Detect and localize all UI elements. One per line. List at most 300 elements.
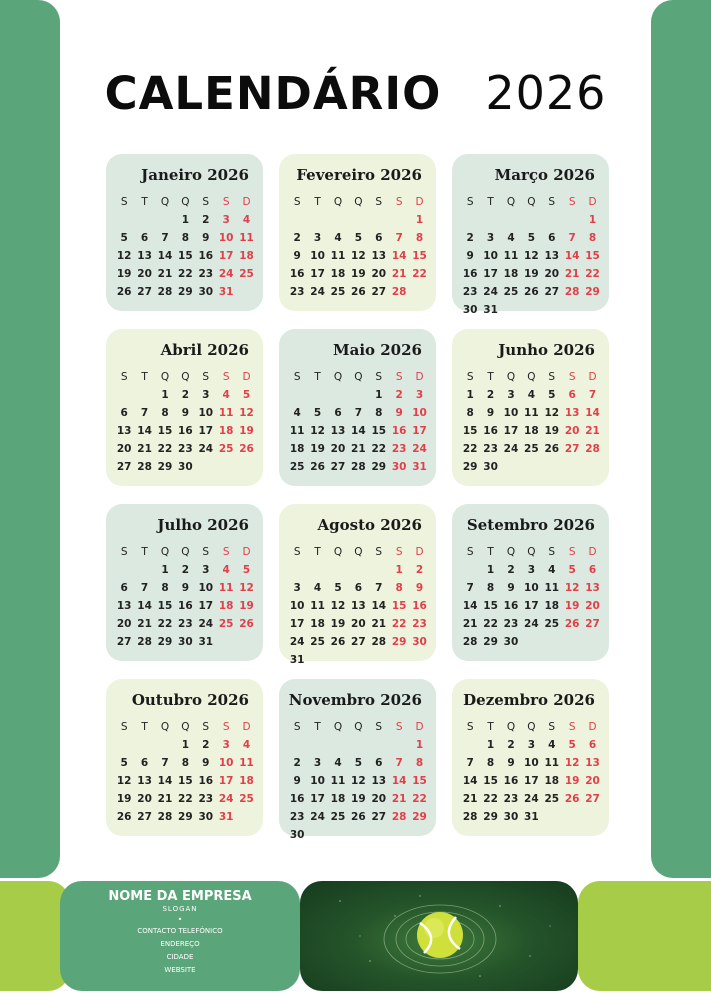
month-card	[279, 679, 436, 841]
day-cell: 23	[503, 618, 519, 630]
day-cell: 29	[585, 286, 600, 298]
day-grid	[460, 193, 603, 319]
day-cell: 23	[289, 286, 305, 298]
day-cell: 15	[412, 775, 427, 787]
day-cell: 24	[218, 268, 234, 280]
day-cell: 17	[483, 268, 498, 280]
month-title: Junho 2026	[498, 341, 595, 359]
day-cell: 17	[310, 793, 325, 805]
day-cell: 12	[564, 582, 580, 594]
day-cell: 15	[462, 425, 478, 437]
day-cell: 19	[351, 268, 366, 280]
day-cell: 20	[564, 425, 580, 437]
empty-day-cell	[328, 736, 348, 754]
day-cell: 27	[137, 811, 152, 823]
day-cell: 4	[293, 407, 301, 419]
day-cell: 2	[181, 564, 190, 576]
weekday-header: Q	[160, 721, 170, 733]
left-green-bar	[0, 0, 60, 878]
day-cell: 10	[198, 407, 214, 419]
day-cell: 4	[527, 389, 536, 401]
calendar-title	[0, 66, 711, 120]
day-cell: 30	[198, 811, 214, 823]
day-cell: 20	[351, 618, 366, 630]
day-cell: 14	[137, 425, 152, 437]
empty-day-cell	[287, 211, 307, 229]
day-cell: 10	[503, 407, 519, 419]
day-cell: 6	[375, 232, 383, 244]
day-cell: 22	[371, 443, 387, 455]
day-cell: 9	[507, 757, 515, 769]
month-title: Julho 2026	[157, 516, 249, 534]
day-cell: 26	[239, 618, 254, 630]
day-cell: 31	[218, 811, 234, 823]
weekday-header: T	[487, 196, 494, 208]
day-cell: 7	[375, 582, 383, 594]
day-cell: 29	[157, 461, 173, 473]
month-card	[279, 504, 436, 666]
weekday-header: S	[375, 721, 383, 733]
weekday-header: S	[222, 721, 230, 733]
day-cell: 3	[202, 564, 210, 576]
day-cell: 5	[548, 389, 556, 401]
day-cell: 8	[466, 407, 474, 419]
day-cell: 18	[330, 268, 346, 280]
contact-phone: CONTACTO TELEFÓNICO	[137, 927, 223, 935]
company-box	[60, 881, 300, 991]
day-cell: 29	[462, 461, 478, 473]
weekday-header: Q	[354, 371, 363, 383]
weekday-header: Q	[527, 196, 536, 208]
day-cell: 25	[544, 793, 560, 805]
day-cell: 27	[137, 286, 152, 298]
weekday-header: S	[120, 196, 128, 208]
empty-day-cell	[389, 736, 409, 754]
day-cell: 27	[564, 443, 580, 455]
month-title: Maio 2026	[333, 341, 422, 359]
day-cell: 24	[198, 443, 214, 455]
weekday-header: S	[568, 546, 576, 558]
day-cell: 1	[181, 214, 190, 226]
day-cell: 16	[391, 425, 407, 437]
day-cell: 7	[140, 582, 149, 594]
day-cell: 6	[140, 757, 149, 769]
day-cell: 18	[239, 250, 254, 262]
day-cell: 12	[351, 250, 366, 262]
weekday-header: S	[293, 371, 301, 383]
day-cell: 19	[524, 268, 539, 280]
day-cell: 5	[334, 582, 342, 594]
weekday-header: Q	[333, 371, 343, 383]
day-cell: 13	[564, 407, 580, 419]
day-cell: 7	[140, 407, 149, 419]
day-cell: 27	[351, 636, 366, 648]
day-cell: 2	[202, 739, 210, 751]
month-card	[106, 329, 263, 486]
day-cell: 21	[391, 793, 407, 805]
day-cell: 13	[351, 600, 366, 612]
day-cell: 17	[524, 600, 539, 612]
day-cell: 9	[202, 757, 210, 769]
day-cell: 11	[330, 775, 346, 787]
day-cell: 25	[218, 618, 234, 630]
day-cell: 30	[391, 461, 407, 473]
day-cell: 19	[564, 775, 580, 787]
day-cell: 5	[354, 757, 363, 769]
day-cell: 6	[548, 232, 556, 244]
weekday-header: Q	[354, 546, 363, 558]
day-cell: 20	[330, 443, 346, 455]
title-year: 2026	[485, 66, 607, 120]
day-cell: 30	[412, 636, 427, 648]
weekday-header: D	[588, 196, 597, 208]
day-cell: 5	[527, 232, 536, 244]
month-title: Abril 2026	[160, 341, 249, 359]
day-cell: 28	[462, 636, 478, 648]
day-cell: 29	[178, 286, 193, 298]
weekday-header: S	[548, 546, 556, 558]
weekday-header: Q	[181, 546, 190, 558]
empty-day-cell	[287, 386, 307, 404]
weekday-header: S	[548, 721, 556, 733]
day-cell: 1	[181, 739, 190, 751]
footer-lime-right	[578, 881, 711, 991]
day-cell: 13	[116, 600, 132, 612]
weekday-header: S	[222, 196, 230, 208]
weekday-header: Q	[181, 196, 190, 208]
day-cell: 3	[202, 389, 210, 401]
weekday-header: Q	[506, 196, 516, 208]
day-cell: 24	[289, 636, 305, 648]
day-cell: 19	[330, 618, 346, 630]
day-cell: 22	[178, 268, 193, 280]
company-name: NOME DA EMPRESA	[108, 889, 252, 904]
day-cell: 31	[524, 811, 539, 823]
month-title: Setembro 2026	[466, 516, 595, 534]
day-grid	[114, 368, 257, 476]
day-cell: 20	[371, 268, 387, 280]
day-cell: 23	[391, 443, 407, 455]
day-cell: 6	[334, 407, 342, 419]
day-cell: 29	[178, 811, 193, 823]
day-cell: 21	[462, 618, 478, 630]
day-cell: 22	[157, 443, 173, 455]
weekday-header: S	[120, 371, 128, 383]
day-cell: 1	[161, 389, 169, 401]
day-cell: 4	[334, 757, 342, 769]
day-cell: 21	[351, 443, 366, 455]
weekday-header: Q	[333, 721, 343, 733]
day-cell: 2	[181, 389, 190, 401]
day-cell: 19	[239, 600, 254, 612]
day-cell: 26	[351, 286, 366, 298]
day-cell: 13	[371, 775, 387, 787]
day-cell: 25	[330, 811, 346, 823]
day-cell: 18	[310, 618, 325, 630]
day-cell: 4	[334, 232, 342, 244]
empty-day-cell	[155, 736, 175, 754]
day-cell: 21	[157, 268, 173, 280]
day-cell: 26	[524, 286, 539, 298]
weekday-header: Q	[506, 721, 516, 733]
day-cell: 12	[351, 775, 366, 787]
weekday-header: Q	[160, 546, 170, 558]
day-cell: 25	[544, 618, 560, 630]
weekday-header: S	[293, 546, 301, 558]
day-cell: 20	[544, 268, 560, 280]
day-cell: 30	[503, 636, 519, 648]
day-cell: 8	[588, 232, 597, 244]
weekday-header: T	[141, 371, 148, 383]
day-cell: 1	[415, 739, 424, 751]
month-title: Março 2026	[494, 166, 595, 184]
day-cell: 22	[157, 618, 173, 630]
empty-day-cell	[155, 211, 175, 229]
month-card	[452, 679, 609, 836]
day-cell: 12	[564, 757, 580, 769]
weekday-header: D	[242, 371, 251, 383]
day-cell: 17	[412, 425, 427, 437]
day-cell: 9	[181, 582, 190, 594]
day-cell: 19	[544, 425, 560, 437]
weekday-header: Q	[506, 546, 516, 558]
day-cell: 26	[116, 286, 132, 298]
month-title: Novembro 2026	[288, 691, 422, 709]
day-cell: 2	[415, 564, 424, 576]
day-cell: 28	[391, 286, 407, 298]
day-cell: 3	[293, 582, 301, 594]
empty-day-cell	[328, 386, 348, 404]
weekday-header: D	[588, 546, 597, 558]
day-cell: 8	[181, 757, 190, 769]
day-cell: 22	[462, 443, 478, 455]
empty-day-cell	[521, 211, 541, 229]
day-cell: 5	[120, 232, 128, 244]
day-cell: 12	[544, 407, 560, 419]
day-cell: 16	[412, 600, 427, 612]
day-cell: 14	[462, 775, 478, 787]
empty-day-cell	[369, 736, 389, 754]
weekday-header: Q	[333, 546, 343, 558]
day-cell: 30	[198, 286, 214, 298]
day-cell: 7	[161, 757, 169, 769]
day-cell: 19	[116, 793, 132, 805]
month-card	[452, 154, 609, 316]
day-cell: 14	[391, 250, 407, 262]
weekday-header: T	[314, 196, 321, 208]
day-cell: 25	[239, 793, 254, 805]
weekday-header: S	[466, 371, 474, 383]
day-cell: 3	[527, 739, 536, 751]
day-cell: 31	[483, 304, 498, 316]
day-cell: 11	[503, 250, 519, 262]
weekday-header: S	[568, 196, 576, 208]
day-cell: 17	[289, 618, 305, 630]
empty-day-cell	[307, 561, 327, 579]
day-cell: 20	[137, 793, 152, 805]
day-cell: 14	[462, 600, 478, 612]
day-cell: 27	[371, 811, 387, 823]
weekday-header: S	[375, 371, 383, 383]
empty-day-cell	[134, 386, 154, 404]
day-cell: 26	[564, 793, 580, 805]
day-cell: 23	[198, 268, 214, 280]
weekday-header: S	[548, 196, 556, 208]
bullet-dot: •	[177, 915, 183, 924]
contact-address: ENDEREÇO	[160, 940, 200, 948]
day-cell: 6	[140, 232, 149, 244]
month-title: Agosto 2026	[317, 516, 422, 534]
day-cell: 5	[313, 407, 322, 419]
day-cell: 21	[157, 793, 173, 805]
day-cell: 24	[310, 811, 325, 823]
day-cell: 15	[178, 250, 193, 262]
day-cell: 20	[137, 268, 152, 280]
weekday-header: D	[242, 721, 251, 733]
day-cell: 30	[503, 811, 519, 823]
day-cell: 2	[293, 232, 301, 244]
day-cell: 16	[483, 425, 498, 437]
day-cell: 13	[330, 425, 346, 437]
day-cell: 20	[371, 793, 387, 805]
day-cell: 16	[178, 600, 193, 612]
weekday-header: S	[202, 371, 210, 383]
day-cell: 2	[293, 757, 301, 769]
day-cell: 23	[178, 618, 193, 630]
day-cell: 4	[222, 389, 230, 401]
day-cell: 17	[524, 775, 539, 787]
day-cell: 3	[313, 757, 322, 769]
day-cell: 1	[486, 564, 495, 576]
empty-day-cell	[287, 736, 307, 754]
day-cell: 24	[524, 793, 539, 805]
empty-day-cell	[542, 211, 562, 229]
empty-day-cell	[134, 736, 154, 754]
day-grid	[114, 193, 257, 301]
month-card	[106, 504, 263, 661]
day-cell: 21	[462, 793, 478, 805]
empty-day-cell	[369, 561, 389, 579]
day-cell: 14	[391, 775, 407, 787]
weekday-header: T	[487, 371, 494, 383]
weekday-header: T	[487, 546, 494, 558]
day-cell: 13	[371, 250, 387, 262]
day-cell: 3	[507, 389, 515, 401]
day-cell: 6	[588, 564, 597, 576]
day-cell: 17	[218, 775, 234, 787]
weekday-header: Q	[527, 721, 536, 733]
day-cell: 10	[524, 757, 539, 769]
day-cell: 15	[178, 775, 193, 787]
day-cell: 5	[354, 232, 363, 244]
day-cell: 8	[415, 757, 424, 769]
day-cell: 3	[486, 232, 495, 244]
day-cell: 11	[524, 407, 539, 419]
day-cell: 9	[293, 250, 301, 262]
day-cell: 8	[375, 407, 383, 419]
weekday-header: S	[466, 546, 474, 558]
day-cell: 25	[239, 268, 254, 280]
day-cell: 16	[503, 600, 519, 612]
day-cell: 9	[293, 775, 301, 787]
day-cell: 8	[486, 582, 495, 594]
day-cell: 10	[289, 600, 305, 612]
day-cell: 15	[371, 425, 387, 437]
day-cell: 8	[161, 407, 169, 419]
day-cell: 24	[412, 443, 427, 455]
title-word: CALENDÁRIO	[104, 67, 442, 120]
weekday-header: D	[415, 371, 424, 383]
day-cell: 4	[548, 739, 556, 751]
day-cell: 22	[412, 793, 427, 805]
weekday-header: S	[222, 371, 230, 383]
empty-day-cell	[501, 211, 521, 229]
day-cell: 26	[544, 443, 560, 455]
empty-day-cell	[114, 386, 134, 404]
day-cell: 25	[310, 636, 325, 648]
day-cell: 4	[222, 564, 230, 576]
day-cell: 29	[157, 636, 173, 648]
day-cell: 14	[564, 250, 580, 262]
day-cell: 3	[415, 389, 424, 401]
day-cell: 22	[483, 618, 498, 630]
day-cell: 9	[415, 582, 424, 594]
day-cell: 30	[178, 636, 193, 648]
day-cell: 20	[116, 443, 132, 455]
empty-day-cell	[307, 211, 327, 229]
weekday-header: D	[588, 721, 597, 733]
day-cell: 22	[412, 268, 427, 280]
weekday-header: T	[141, 546, 148, 558]
day-cell: 26	[239, 443, 254, 455]
day-cell: 17	[198, 600, 214, 612]
weekday-header: S	[202, 721, 210, 733]
day-cell: 18	[503, 268, 519, 280]
day-cell: 13	[116, 425, 132, 437]
day-cell: 19	[351, 793, 366, 805]
day-cell: 12	[116, 775, 132, 787]
weekday-header: D	[588, 371, 597, 383]
day-cell: 27	[330, 461, 346, 473]
contact-website: WEBSITE	[164, 966, 196, 974]
weekday-header: S	[120, 546, 128, 558]
day-cell: 2	[395, 389, 403, 401]
day-cell: 12	[524, 250, 539, 262]
day-cell: 2	[202, 214, 210, 226]
day-cell: 14	[157, 775, 173, 787]
day-cell: 5	[242, 564, 251, 576]
empty-day-cell	[328, 561, 348, 579]
day-cell: 28	[137, 636, 152, 648]
weekday-header: S	[120, 721, 128, 733]
day-cell: 7	[466, 757, 474, 769]
weekday-header: T	[314, 546, 321, 558]
day-cell: 12	[239, 407, 254, 419]
empty-day-cell	[460, 561, 480, 579]
day-grid	[460, 543, 603, 651]
day-cell: 28	[157, 811, 173, 823]
day-cell: 22	[585, 268, 600, 280]
day-cell: 10	[412, 407, 427, 419]
day-cell: 3	[527, 564, 536, 576]
weekday-header: Q	[181, 371, 190, 383]
day-cell: 3	[222, 739, 230, 751]
day-cell: 5	[568, 564, 576, 576]
day-cell: 10	[524, 582, 539, 594]
tennis-ball-icon	[300, 881, 578, 991]
day-cell: 24	[198, 618, 214, 630]
day-cell: 1	[395, 564, 403, 576]
